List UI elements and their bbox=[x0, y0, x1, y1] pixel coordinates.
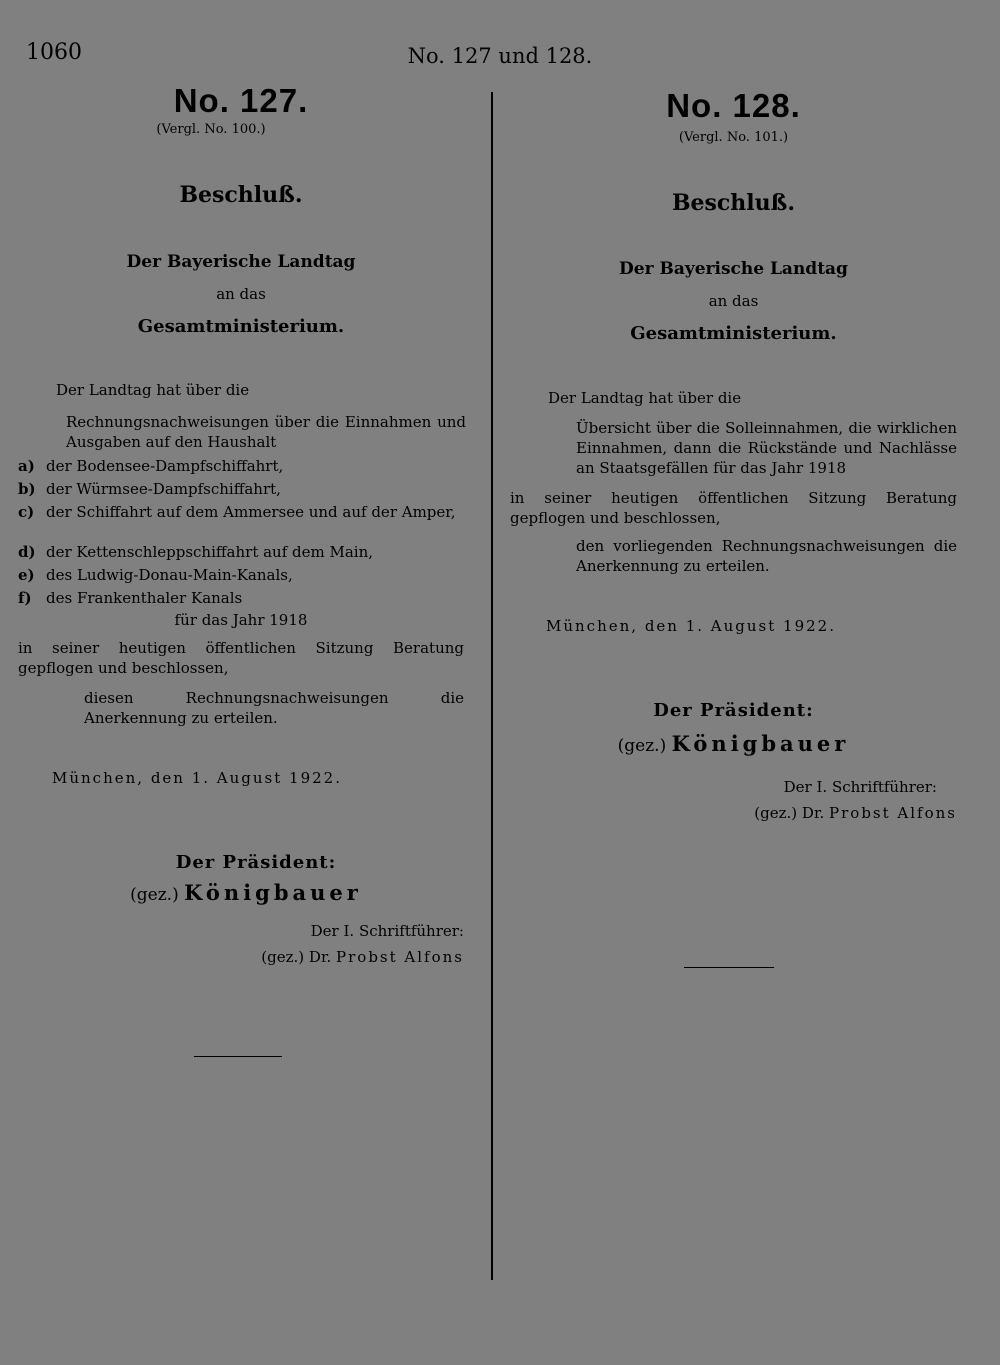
cross-reference: (Vergl. No. 100.) bbox=[156, 122, 266, 137]
recipient: Gesamtministerium. bbox=[137, 316, 345, 337]
year-line: für das Jahr 1918 bbox=[174, 611, 308, 629]
subject-text: Übersicht über die Solleinnahmen, die wirklichen Einnahmen, dann die Rückstände und Nachlässe an Staatsgefällen für das Jahr 1918 bbox=[576, 419, 957, 477]
list-item: e) des Ludwig-Donau-Main-Kanals, bbox=[18, 566, 293, 584]
president-signature: (gez.) Königbauer bbox=[617, 731, 850, 756]
intro-text: Der Landtag hat über die bbox=[548, 389, 742, 407]
intro-text: Der Landtag hat über die bbox=[56, 381, 250, 399]
secretary-title: Der I. Schriftführer: bbox=[783, 778, 937, 796]
end-rule bbox=[684, 967, 774, 968]
document-title: No. 128. bbox=[666, 87, 801, 124]
secretary-signature: (gez.) Dr. Probst Alfons bbox=[261, 948, 464, 966]
list-item: f) des Frankenthaler Kanals bbox=[18, 589, 243, 607]
cross-reference: (Vergl. No. 101.) bbox=[678, 130, 789, 145]
session-text: in seiner heutigen öffentlichen Sitzung Beratung gepflogen und beschlossen, bbox=[18, 639, 464, 677]
recipient: Gesamtministerium. bbox=[630, 323, 837, 344]
sender: Der Bayerische Landtag bbox=[126, 252, 356, 272]
an-das: an das bbox=[708, 292, 759, 310]
document-title: No. 127. bbox=[173, 82, 309, 119]
subject-text: Rechnungsnachweisungen über die Einnahmen und Ausgaben auf den Haushalt bbox=[66, 413, 466, 451]
place-date: München, den 1. August 1922. bbox=[546, 617, 836, 635]
president-title: Der Präsident: bbox=[653, 700, 814, 721]
page-number: 1060 bbox=[26, 40, 82, 65]
list-item: a) der Bodensee-Dampfschiffahrt, bbox=[18, 457, 284, 475]
running-head: No. 127 und 128. bbox=[407, 44, 593, 68]
resolution-text: diesen Rechnungsnachweisungen die Anerkennung zu erteilen. bbox=[84, 689, 464, 727]
list-item: c) der Schiffahrt auf dem Ammersee und auf der Amper, bbox=[18, 503, 456, 521]
session-text: in seiner heutigen öffentlichen Sitzung Beratung gepflogen und beschlossen, bbox=[510, 489, 957, 527]
secretary-signature: (gez.) Dr. Probst Alfons bbox=[754, 804, 957, 822]
resolution-heading: Beschluß. bbox=[671, 190, 796, 216]
list-item: d) der Kettenschleppschiffahrt auf dem Main, bbox=[18, 543, 374, 561]
list-item: b) der Würmsee-Dampfschiffahrt, bbox=[18, 480, 281, 498]
end-rule bbox=[194, 1056, 282, 1057]
secretary-title: Der I. Schriftführer: bbox=[310, 922, 464, 940]
an-das: an das bbox=[216, 285, 266, 303]
president-title: Der Präsident: bbox=[175, 852, 337, 873]
column-divider bbox=[491, 92, 493, 1280]
place-date: München, den 1. August 1922. bbox=[52, 769, 342, 787]
president-signature: (gez.) Königbauer bbox=[130, 880, 362, 905]
resolution-heading: Beschluß. bbox=[179, 182, 303, 208]
sender: Der Bayerische Landtag bbox=[619, 259, 848, 279]
resolution-text: den vorliegenden Rechnungsnachweisungen die Anerkennung zu erteilen. bbox=[576, 537, 957, 575]
